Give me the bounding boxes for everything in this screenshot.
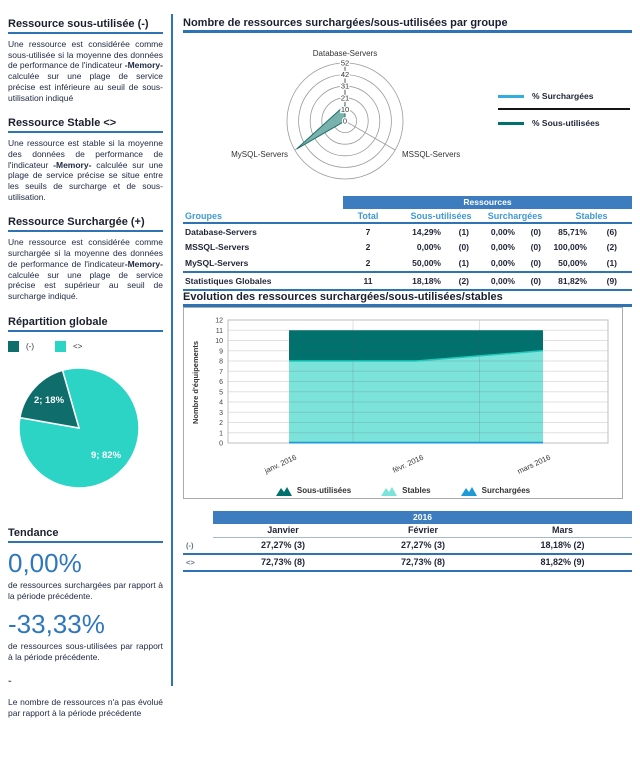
cell-stable-pct: 85,71%: [558, 226, 587, 237]
radar-legend-overloaded: [498, 89, 630, 110]
y-tick: 1: [219, 429, 223, 437]
row-label: <>: [186, 557, 195, 567]
table-row-underutilized: [183, 538, 632, 553]
cell-group: Database-Servers: [185, 226, 257, 237]
section-title-stable: Ressource Stable <>: [8, 117, 163, 133]
cell-mars: 81,82% (9): [540, 557, 585, 567]
cell-mars: 18,18% (2): [540, 540, 585, 550]
section-body-stable: [8, 138, 163, 202]
col-mars: Mars: [551, 525, 573, 535]
cell-over-pct: 0,00%: [490, 275, 515, 286]
radar-ring-label: 0: [342, 116, 348, 126]
x-tick-mars: mars 2016: [515, 452, 552, 476]
cell-over-pct: 0,00%: [490, 226, 515, 237]
cell-group: MSSQL-Servers: [185, 242, 250, 253]
radar-axis-database: Database-Servers: [312, 49, 378, 58]
cell-over-pct: 0,00%: [490, 242, 515, 253]
body-text: calculée sur une plage de service précise se situe entre les seuils de surcharge et de sous-utilisation.: [8, 159, 163, 202]
months-header-row: [183, 524, 632, 537]
col-janvier: Janvier: [267, 525, 299, 535]
section-title-repartition: Répartition globale: [8, 316, 163, 332]
cell-over-n: (0): [530, 226, 541, 237]
radar-section-title: Nombre de ressources surchargées/sous-utilisées par groupe: [183, 17, 632, 33]
col-stables: Stables: [575, 210, 608, 221]
area-icon-dark: [276, 486, 292, 496]
cell-total: 11: [363, 275, 373, 286]
table-row-stable: [183, 555, 632, 570]
cell-under-pct: 14,29%: [412, 226, 441, 237]
divider: [183, 570, 632, 572]
cell-total: 7: [365, 226, 371, 237]
cell-group: Statistiques Globales: [185, 275, 272, 286]
cell-janv: 72,73% (8): [260, 557, 306, 567]
y-tick: 2: [219, 419, 223, 427]
cell-stable-pct: 50,00%: [558, 257, 587, 268]
cell-group: MySQL-Servers: [185, 257, 249, 268]
radar-axis-mysql: MySQL-Servers: [231, 150, 288, 159]
col-groupes: Groupes: [185, 210, 223, 221]
evolution-panel: [183, 307, 623, 499]
table-row: [183, 255, 632, 271]
cell-over-n: (0): [530, 257, 541, 268]
body-text: Une ressource est stable si la moyenne des données de performance de l'indicateur: [8, 138, 163, 170]
resources-band: Ressources: [343, 196, 632, 209]
radar-ring-label: 52: [340, 58, 350, 68]
cell-under-n: (0): [458, 242, 469, 253]
trend-total-value: -: [8, 674, 12, 687]
radar-ring-label: 21: [340, 93, 350, 103]
y-tick: 6: [219, 378, 223, 386]
legend-label: % Surchargées: [532, 91, 594, 101]
body-text: calculée sur une plage de service précise est supérieur au seuil de surcharge indiqué.: [8, 269, 163, 301]
table-total-row: [183, 273, 632, 289]
evolution-legend: [184, 481, 622, 501]
y-tick: 4: [219, 399, 223, 406]
cell-fevr: 27,27% (3): [400, 540, 446, 550]
cell-stable-n: (2): [606, 242, 617, 253]
cell-over-n: (0): [530, 242, 541, 253]
y-tick: 5: [219, 388, 223, 396]
main-column: [183, 0, 632, 572]
cell-over-n: (0): [530, 275, 541, 286]
year-band: 2016: [213, 511, 632, 524]
col-fevrier: Février: [407, 525, 439, 535]
radar-ring-label: 31: [340, 81, 350, 91]
y-tick: 12: [215, 317, 223, 324]
legend-line-underutilized: [498, 122, 524, 125]
pie-label-stable: 9; 82%: [90, 449, 122, 461]
legend-label-underutilized: (-): [26, 341, 34, 351]
row-label: (-): [186, 540, 194, 550]
evolution-chart: [184, 308, 622, 476]
legend-label: Surchargées: [481, 486, 531, 495]
y-axis-title: Nombre d'équipements: [191, 340, 200, 424]
x-tick-janv: janv. 2016: [263, 452, 298, 475]
legend-swatch-underutilized: [8, 341, 19, 352]
legend-surchargees: [461, 486, 530, 496]
radar-ring-label: 10: [340, 104, 350, 114]
trend-total-desc: Le nombre de ressources n'a pas évolué par rapport à la période précédente: [8, 696, 163, 718]
radar-chart: [198, 47, 528, 187]
trend-underutilized-desc: de ressources sous-utilisées par rapport à la période précédente.: [8, 640, 163, 662]
legend-line-overloaded: [498, 95, 524, 98]
cell-under-pct: 0,00%: [416, 242, 441, 253]
legend-label: Sous-utilisées: [296, 486, 352, 495]
resources-header-row: [183, 209, 632, 222]
cell-fevr: 72,73% (8): [400, 557, 446, 567]
body-text: calculée sur une plage de service précise est inférieure au seuil de sous-utilisation indiqué: [8, 71, 163, 103]
table-row: [183, 240, 632, 256]
section-body-underutilized: [8, 39, 163, 103]
memory-indicator: -Memory-: [53, 159, 92, 170]
y-tick: 8: [219, 358, 223, 365]
evolution-section-title: Evolution des ressources surchargées/sous-utilisées/stables: [183, 291, 632, 307]
cell-under-n: (1): [458, 257, 469, 268]
y-tick: 9: [219, 347, 223, 355]
section-title-tendance: Tendance: [8, 527, 163, 543]
resources-table: [183, 196, 632, 291]
body-text: Une ressource est considérée comme sous-utilisée si la moyenne des données de performance de l'indicateur: [8, 39, 163, 71]
cell-total: 2: [365, 242, 371, 253]
radar-legend-underutilized: [498, 116, 630, 130]
memory-indicator: -Memory-: [124, 258, 163, 269]
cell-stable-n: (6): [606, 226, 617, 237]
y-tick: 7: [219, 368, 223, 376]
table-row: [183, 224, 632, 240]
cell-under-n: (1): [458, 226, 469, 237]
y-tick: 11: [215, 327, 223, 335]
legend-stables: [381, 486, 430, 496]
cell-janv: 27,27% (3): [260, 540, 306, 550]
radar-ring-label: 42: [340, 70, 350, 80]
cell-under-pct: 50,00%: [412, 257, 441, 268]
months-table: [183, 511, 632, 572]
col-surchargees: Surchargées: [487, 210, 543, 221]
radar-axis-mssql: MSSQL-Servers: [402, 150, 461, 159]
section-body-overloaded: [8, 237, 163, 301]
pie-chart: [16, 365, 142, 491]
pie-label-underutilized: 2; 18%: [33, 394, 65, 406]
radar-chart-area: [183, 33, 632, 192]
pie-legend: [8, 341, 163, 352]
definitions-sidebar: [8, 14, 173, 718]
body-text: Une ressource est considérée comme surchargée si la moyenne des données de performance de l'indicateur: [8, 237, 163, 269]
cell-stable-pct: 100,00%: [553, 242, 587, 253]
section-title-underutilized: Ressource sous-utilisée (-): [8, 18, 163, 34]
cell-stable-n: (1): [606, 257, 617, 268]
y-tick: 3: [219, 409, 223, 417]
trend-overloaded-value: 0,00%: [8, 547, 82, 578]
legend-label-stable: <>: [73, 341, 83, 351]
trend-overloaded-desc: de ressources surchargées par rapport à la période précédente.: [8, 579, 163, 601]
y-tick: 10: [215, 337, 223, 345]
col-sous-utilisees: Sous-utilisées: [410, 210, 472, 221]
legend-label: Stables: [402, 486, 431, 495]
legend-label: % Sous-utilisées: [532, 118, 600, 128]
legend-swatch-stable: [55, 341, 66, 352]
area-stables: [289, 350, 543, 442]
x-tick-fevr: févr. 2016: [391, 452, 425, 475]
section-title-overloaded: Ressource Surchargée (+): [8, 216, 163, 232]
area-icon-light: [381, 486, 397, 496]
cell-over-pct: 0,00%: [490, 257, 515, 268]
cell-under-pct: 18,18%: [412, 275, 441, 286]
legend-sous-utilisees: [276, 486, 351, 496]
y-tick: 0: [219, 440, 223, 447]
cell-total: 2: [365, 257, 371, 268]
cell-stable-n: (9): [606, 275, 617, 286]
col-total: Total: [357, 210, 379, 221]
area-icon-blue: [461, 486, 477, 496]
cell-under-n: (2): [458, 275, 469, 286]
memory-indicator: -Memory-: [124, 60, 163, 71]
trend-underutilized-value: -33,33%: [8, 608, 105, 639]
cell-stable-pct: 81,82%: [558, 275, 587, 286]
radar-legend: [498, 89, 630, 130]
